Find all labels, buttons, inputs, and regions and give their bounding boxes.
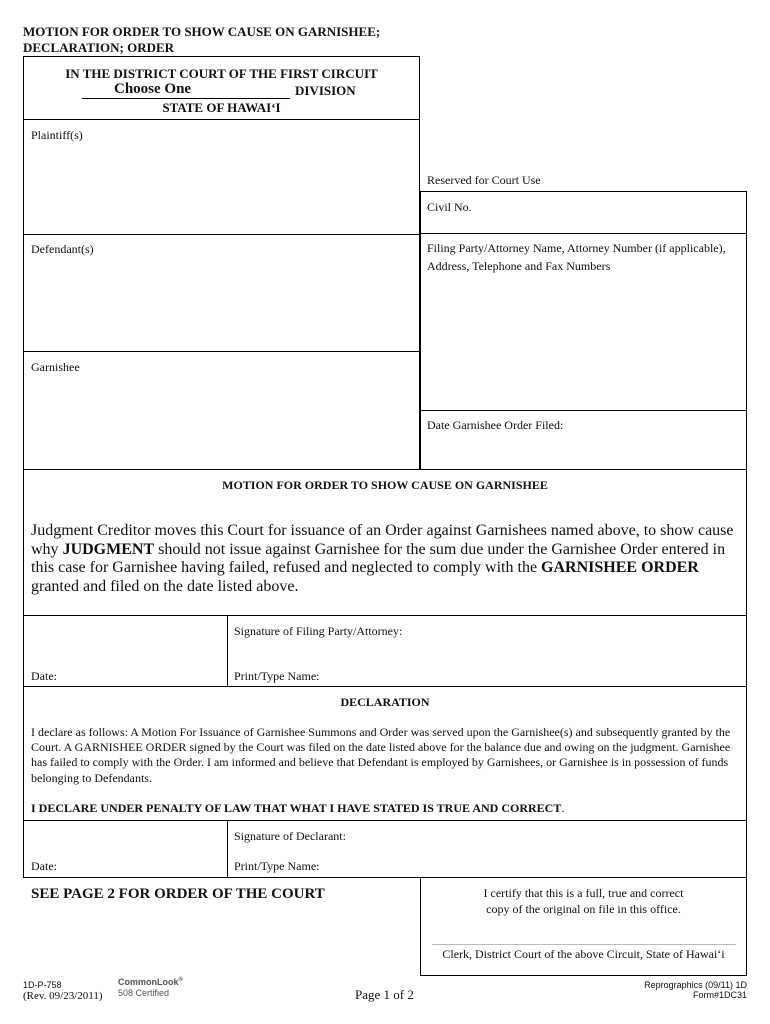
certified-badge: 508 Certified — [118, 988, 170, 998]
motion-signature-label: Signature of Filing Party/Attorney: — [234, 624, 403, 638]
plaintiff-label: Plaintiff(s) — [31, 128, 83, 142]
motion-body-emphasis: GARNISHEE ORDER — [541, 559, 699, 576]
divider — [23, 351, 420, 352]
civil-no-field[interactable] — [480, 196, 742, 228]
civil-no-label: Civil No. — [427, 200, 472, 214]
declarant-signature-field[interactable] — [232, 845, 742, 857]
motion-body-emphasis: JUDGMENT — [62, 540, 155, 558]
garnishee-label: Garnishee — [31, 360, 80, 374]
clerk-label: Clerk, District Court of the above Circuit, State of Hawai‘i — [442, 947, 725, 961]
filing-party-label-line1: Filing Party/Attorney Name, Attorney Number (if applicable), — [427, 241, 726, 255]
divider — [420, 410, 747, 411]
motion-body-text: granted and filed on the date listed above. — [31, 577, 299, 595]
motion-body-text: Judgment Creditor moves this Court for issuance of an Order against Garnishees named above, to show cause why — [31, 522, 734, 558]
defendant-field[interactable] — [28, 258, 414, 346]
motion-body-text: should not issue against Garnishee for the sum due under the Garnishee Order entered in this case for Garnishee having failed, refused and neglected to comply with the — [31, 540, 726, 576]
divider — [420, 233, 747, 234]
motion-print-name-label: Print/Type Name: — [234, 669, 320, 683]
penalty-statement-text: I DECLARE UNDER PENALTY OF LAW THAT WHAT I HAVE STATED IS TRUE AND CORRECT — [31, 801, 562, 815]
commonlook-logo — [118, 977, 183, 987]
penalty-statement — [31, 801, 564, 816]
date-filed-field[interactable] — [575, 414, 743, 464]
see-page-notice: SEE PAGE 2 FOR ORDER OF THE COURT — [31, 886, 325, 902]
division-label: DIVISION — [295, 83, 356, 98]
penalty-statement-period: . — [561, 801, 565, 815]
divider — [23, 820, 747, 821]
court-name: IN THE DISTRICT COURT OF THE FIRST CIRCUIT — [65, 66, 378, 81]
defendant-label: Defendant(s) — [31, 242, 94, 256]
declarant-signature-label: Signature of Declarant: — [234, 829, 346, 843]
form-title-line2: DECLARATION; ORDER — [23, 40, 175, 55]
certify-line2: copy of the original on file in this office. — [486, 902, 681, 916]
state-name: STATE OF HAWAI‘I — [162, 100, 281, 115]
declaration-body: I declare as follows: A Motion For Issuance of Garnishee Summons and Order was served upon the Garnishee(s) and subsequently granted by the Court. A GARNISHEE ORDER signed by the Court was filed on the date listed above for the balance due and owing on the judgment. Garnishee has failed to comply with the Order. I am informed and believe that Defendant is employed by Garnishees, or Garnishee is in possession of funds belonging to Defendants. — [31, 725, 731, 785]
motion-date-field[interactable] — [28, 620, 222, 666]
declaration-heading: DECLARATION — [340, 695, 430, 709]
reserved-label: Reserved for Court Use — [427, 173, 541, 187]
motion-body — [31, 522, 743, 596]
division-select-value: Choose One — [114, 81, 192, 97]
motion-print-name-field[interactable] — [330, 667, 742, 684]
form-code: 1D-P-758 — [23, 980, 62, 990]
registered-mark-icon: ® — [178, 977, 183, 983]
commonlook-text: CommonLook — [118, 977, 179, 987]
page-number: Page 1 of 2 — [355, 987, 414, 1002]
declaration-date-field[interactable] — [28, 824, 222, 854]
declaration-print-name-field[interactable] — [330, 857, 742, 875]
plaintiff-field[interactable] — [28, 145, 414, 229]
division-select[interactable] — [82, 82, 290, 99]
divider — [23, 615, 747, 616]
divider — [23, 686, 747, 687]
divider — [227, 820, 228, 878]
divider — [23, 234, 420, 235]
revision-date: (Rev. 09/23/2011) — [23, 990, 103, 1002]
filing-party-label-line2: Address, Telephone and Fax Numbers — [427, 259, 611, 273]
motion-date-label: Date: — [31, 669, 57, 683]
divider — [23, 119, 420, 120]
date-filed-label: Date Garnishee Order Filed: — [427, 418, 564, 432]
declaration-date-label: Date: — [31, 859, 57, 873]
clerk-signature-line — [432, 944, 736, 945]
form-number: Form#1DC31 — [692, 990, 747, 1000]
garnishee-field[interactable] — [28, 377, 414, 465]
certify-line1: I certify that this is a full, true and correct — [483, 886, 684, 900]
motion-signature-field[interactable] — [232, 640, 742, 664]
motion-heading: MOTION FOR ORDER TO SHOW CAUSE ON GARNISHEE — [222, 478, 548, 492]
form-title-line1: MOTION FOR ORDER TO SHOW CAUSE ON GARNISHEE; — [23, 24, 381, 39]
declaration-print-name-label: Print/Type Name: — [234, 859, 320, 873]
divider — [227, 615, 228, 686]
filing-party-field[interactable] — [425, 278, 743, 406]
clerk-signature-field[interactable] — [432, 918, 736, 943]
reprographics-note: Reprographics (09/11) 1D — [644, 980, 747, 990]
